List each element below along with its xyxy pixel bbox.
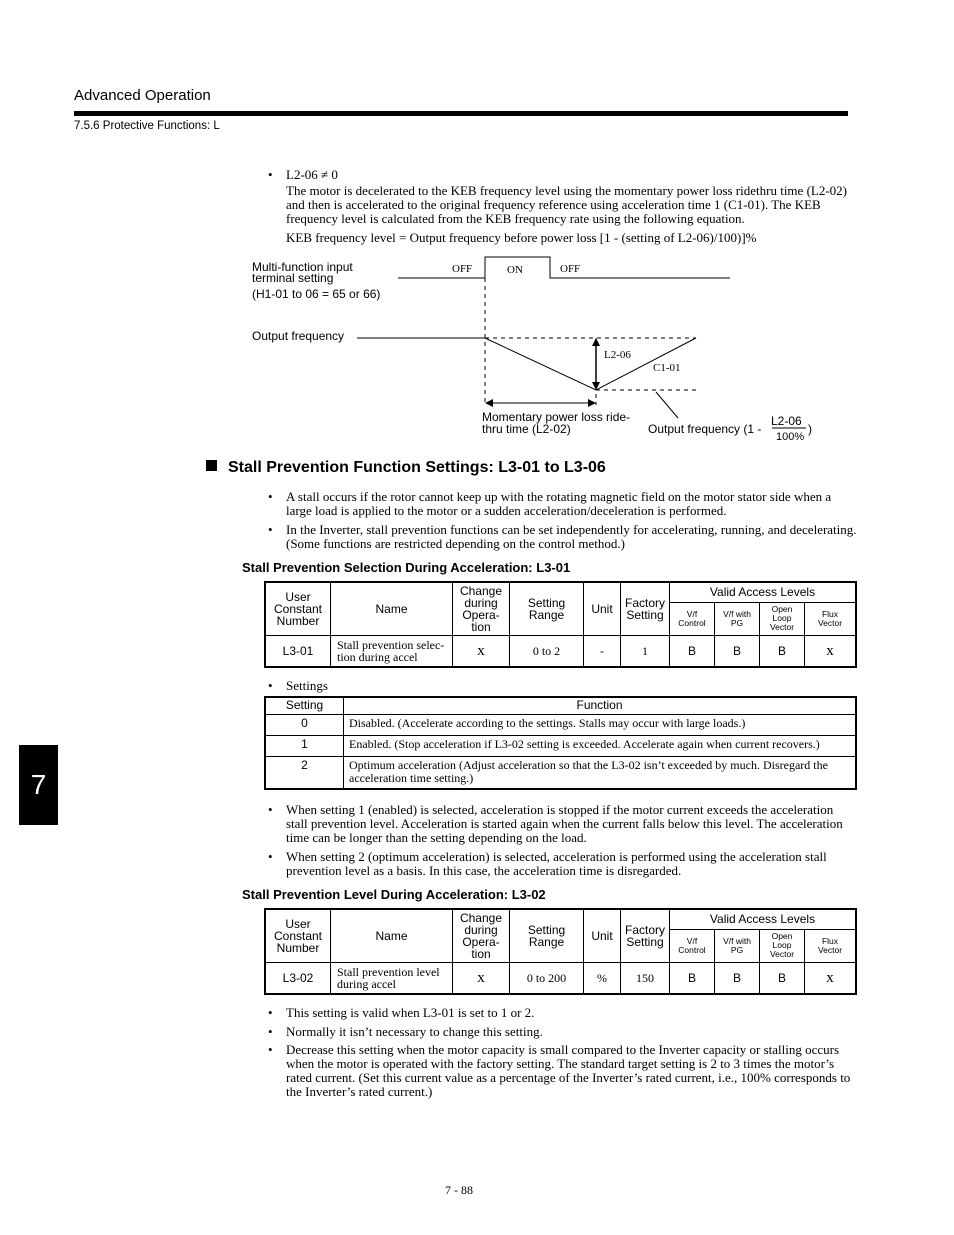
keb-pointer-line (656, 392, 678, 418)
section-heading (206, 459, 606, 477)
settings-row-setting: 0 (265, 715, 344, 736)
table1-heading: Stall Prevention Selection During Acceleration: L3-01 (242, 560, 571, 575)
ridethru-arrow-left (485, 399, 493, 407)
table2-heading: Stall Prevention Level During Acceleration: L3-02 (242, 887, 546, 902)
th-range: Setting Range (510, 909, 584, 962)
end-bullet-2-text: Normally it isn’t necessary to change this setting. (286, 1024, 543, 1039)
keb-equation: KEB frequency level = Output frequency before power loss [1 - (setting of L2-06)/100)]% (286, 230, 757, 245)
formula-suffix: ) (808, 422, 812, 436)
bullet-dot: • (268, 802, 273, 817)
cell-change: x (453, 962, 510, 994)
l206-label: L2-06 (604, 349, 631, 361)
th-user-constant: User Constant Number (265, 582, 331, 635)
settings-head-setting: Setting (265, 697, 344, 715)
cell-vf: B (670, 635, 715, 667)
chapter-tab: 7 (19, 745, 58, 825)
output-decel-accel-line (485, 338, 696, 390)
cell-name: Stall prevention level during accel (331, 962, 453, 994)
cell-factory: 150 (621, 962, 670, 994)
cell-number: L3-01 (265, 635, 331, 667)
section-bullet-1-text: A stall occurs if the rotor cannot keep up with the rotating magnetic field on the motor stator side when a large load is applied to the motor or a sudden acceleration/deceleration is performed. (286, 489, 832, 518)
th-range: Setting Range (510, 582, 584, 635)
intro-paragraph: The motor is decelerated to the KEB frequency level using the momentary power loss ridethru time (L2-02) and then is accelerated to the original frequency reference using acceleration time 1 (C1-01). The KEB frequency level is calculated from the KEB frequency rate using the following equation. (286, 183, 847, 226)
th-valid-access: Valid Access Levels (670, 909, 857, 929)
table1-parameter (264, 581, 857, 668)
ridethru-label-line1: Momentary power loss ride- (482, 410, 631, 424)
input-label-line1: Multi-function input (252, 260, 353, 274)
cell-flux: x (805, 962, 857, 994)
off-right-label: OFF (560, 263, 581, 275)
bullet-dot: • (268, 678, 273, 693)
l206-arrow-down (592, 382, 600, 390)
th-change: Change during Opera- tion (453, 582, 510, 635)
th-unit: Unit (584, 582, 621, 635)
settings-row-function: Optimum acceleration (Adjust acceleration so that the L3-02 isn’t exceeded by much. Disregard the acceleration time setting.) (344, 757, 857, 789)
off-left-label: OFF (452, 263, 473, 275)
table2-parameter (264, 908, 857, 995)
c101-label: C1-01 (653, 362, 681, 374)
cell-olv: B (760, 635, 805, 667)
settings-row-function: Enabled. (Stop acceleration if L3-02 setting is exceeded. Accelerate again when current recovers.) (344, 736, 857, 757)
intro-bullet (268, 168, 858, 182)
th-olv: Open Loop Vector (760, 929, 805, 962)
th-flux: Flux Vector (805, 929, 857, 962)
mid-bullet-2-text: When setting 2 (optimum acceleration) is selected, acceleration is performed using the acceleration stall prevention level as a basis. In this case, the acceleration time is disregarded. (286, 849, 827, 878)
cell-vf: B (670, 962, 715, 994)
subsection-title: 7.5.6 Protective Functions: L (74, 120, 220, 132)
header-rule (74, 111, 848, 116)
settings-bullet (268, 679, 858, 693)
section-bullet-2-text: In the Inverter, stall prevention functions can be set independently for accelerating, running, and decelerating. (Some functions are restricted depending on the control method.) (286, 522, 857, 551)
th-flux: Flux Vector (805, 602, 857, 635)
settings-row-function: Disabled. (Accelerate according to the settings. Stalls may occur with large loads.) (344, 715, 857, 736)
bullet-dot: • (268, 522, 273, 537)
cell-unit: - (584, 635, 621, 667)
on-label: ON (507, 264, 523, 276)
section-heading-text: Stall Prevention Function Settings: L3-01 to L3-06 (228, 459, 606, 476)
th-valid-access: Valid Access Levels (670, 582, 857, 602)
chapter-title: Advanced Operation (74, 87, 211, 104)
settings-row-setting: 2 (265, 757, 344, 789)
th-change: Change during Opera- tion (453, 909, 510, 962)
formula-denominator: 100% (776, 431, 805, 443)
mid-bullet-1 (268, 803, 858, 845)
bullet-dot: • (268, 1042, 273, 1057)
mid-bullet-2 (268, 850, 858, 878)
cell-vfpg: B (715, 962, 760, 994)
cell-flux: x (805, 635, 857, 667)
th-unit: Unit (584, 909, 621, 962)
th-name: Name (331, 582, 453, 635)
th-olv: Open Loop Vector (760, 602, 805, 635)
mid-bullet-1-text: When setting 1 (enabled) is selected, acceleration is stopped if the motor current exceeds the acceleration stall prevention level. Acceleration is started again when the current falls below this level. The acceleration time can be longer than the setting depending on the load. (286, 802, 843, 845)
intro-bullet-text: L2-06 ≠ 0 (286, 167, 338, 182)
th-user-constant: User Constant Number (265, 909, 331, 962)
th-factory: Factory Setting (621, 909, 670, 962)
section-bullet-1 (268, 490, 858, 518)
page-number: 7 - 88 (445, 1183, 473, 1197)
section-bullet-2 (268, 523, 858, 551)
end-bullet-1 (268, 1006, 858, 1020)
cell-change: x (453, 635, 510, 667)
end-bullet-1-text: This setting is valid when L3-01 is set to 1 or 2. (286, 1005, 535, 1020)
th-vfpg: V/f with PG (715, 602, 760, 635)
bullet-dot: • (268, 1005, 273, 1020)
formula-prefix: Output frequency (1 - (648, 422, 762, 436)
cell-range: 0 to 2 (510, 635, 584, 667)
th-factory: Factory Setting (621, 582, 670, 635)
cell-vfpg: B (715, 635, 760, 667)
end-bullet-2 (268, 1025, 858, 1039)
formula-numerator: L2-06 (771, 414, 802, 428)
settings-table (264, 696, 857, 790)
end-bullet-3-text: Decrease this setting when the motor capacity is small compared to the Inverter capacity or stalling occurs when the motor is operated with the factory setting. The standard target setting is 2 to 3 times the motor’s rated current. (Set this current value as a percentage of the Inverter’s rated current, i.e., 100% corresponds to the Inverter’s rated current.) (286, 1042, 851, 1099)
settings-head-function: Function (344, 697, 857, 715)
cell-unit: % (584, 962, 621, 994)
th-vf: V/f Control (670, 602, 715, 635)
bullet-dot: • (268, 1024, 273, 1039)
settings-bullet-text: Settings (286, 678, 328, 693)
ridethru-arrow-right (588, 399, 596, 407)
input-label-line2: terminal setting (252, 271, 334, 285)
th-vf: V/f Control (670, 929, 715, 962)
th-name: Name (331, 909, 453, 962)
cell-factory: 1 (621, 635, 670, 667)
cell-name: Stall prevention selec- tion during accel (331, 635, 453, 667)
cell-number: L3-02 (265, 962, 331, 994)
section-square-icon (206, 460, 217, 471)
th-vfpg: V/f with PG (715, 929, 760, 962)
cell-range: 0 to 200 (510, 962, 584, 994)
cell-olv: B (760, 962, 805, 994)
bullet-dot: • (268, 167, 273, 182)
bullet-dot: • (268, 849, 273, 864)
input-label-line3: (H1-01 to 06 = 65 or 66) (252, 287, 381, 301)
ridethru-label-line2: thru time (L2-02) (482, 422, 571, 436)
bullet-dot: • (268, 489, 273, 504)
l206-arrow-up (592, 338, 600, 346)
output-frequency-label: Output frequency (252, 329, 345, 343)
input-signal-line (398, 257, 730, 278)
settings-row-setting: 1 (265, 736, 344, 757)
end-bullet-3 (268, 1043, 858, 1099)
